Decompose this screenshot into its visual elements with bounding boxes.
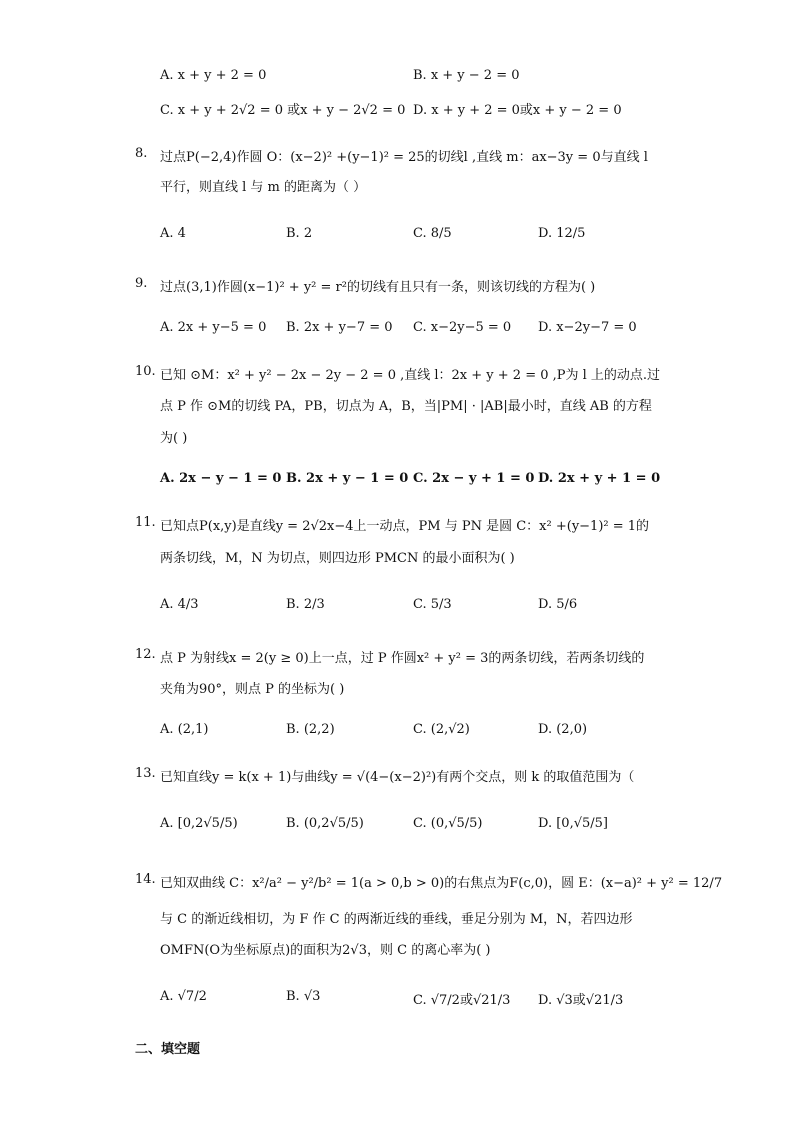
option-a: A. √7/2 bbox=[160, 989, 207, 1004]
option-d: D. 12/5 bbox=[538, 226, 586, 241]
option-a: A. [0,2√5/5) bbox=[160, 816, 238, 831]
option-a: A. (2,1) bbox=[160, 722, 209, 737]
question-text: OMFN(O为坐标原点)的面积为2√3，则 C 的离心率为( ) bbox=[160, 943, 491, 958]
option-d: D. x−2y−7 = 0 bbox=[538, 320, 637, 335]
option-c: C. (2,√2) bbox=[413, 722, 470, 737]
option-b: B. (0,2√5/5) bbox=[286, 816, 364, 831]
option-a: A. 4 bbox=[160, 226, 186, 241]
option-c: C. 2x − y + 1 = 0 bbox=[413, 471, 535, 486]
option-d: D. (2,0) bbox=[538, 722, 588, 737]
question-number: 12. bbox=[135, 647, 156, 662]
question-text: 已知直线y = k(x + 1)与曲线y = √(4−(x−2)²)有两个交点，则 k 的取值范围为（ bbox=[160, 770, 635, 785]
question-text: 平行，则直线 l 与 m 的距离为（ ） bbox=[160, 180, 367, 195]
question-text: 为( ) bbox=[160, 431, 188, 446]
option-c: C. x−2y−5 = 0 bbox=[413, 320, 512, 335]
question-text: 点 P 为射线x = 2(y ≥ 0)上一点，过 P 作圆x² + y² = 3的两条切线，若两条切线的 bbox=[160, 651, 645, 666]
question-text: 与 C 的渐近线相切，为 F 作 C 的两渐近线的垂线，垂足分别为 M，N，若四边形 bbox=[160, 912, 633, 927]
option-a: A. 2x + y−5 = 0 bbox=[160, 320, 267, 335]
option-b: B. 2x + y−7 = 0 bbox=[286, 320, 393, 335]
option-a: A. 4/3 bbox=[160, 597, 199, 612]
q7-option-b: B. x + y − 2 = 0 bbox=[413, 68, 520, 83]
option-c: C. (0,√5/5) bbox=[413, 816, 483, 831]
question-text: 点 P 作 ⊙M的切线 PA，PB，切点为 A，B，当|PM| · |AB|最小时，直线 AB 的方程 bbox=[160, 399, 652, 414]
option-b: B. 2x + y − 1 = 0 bbox=[286, 471, 409, 486]
option-b: B. (2,2) bbox=[286, 722, 335, 737]
option-b: B. 2 bbox=[286, 226, 313, 241]
question-text: 过点(3,1)作圆(x−1)² + y² = r²的切线有且只有一条，则该切线的方程为( ) bbox=[160, 280, 596, 295]
q7-option-c: C. x + y + 2√2 = 0 或x + y − 2√2 = 0 bbox=[160, 103, 406, 118]
question-text: 夹角为90°，则点 P 的坐标为( ) bbox=[160, 682, 345, 697]
question-number: 9. bbox=[135, 276, 148, 291]
question-number: 8. bbox=[135, 146, 148, 161]
option-c: C. 5/3 bbox=[413, 597, 452, 612]
question-number: 10. bbox=[135, 364, 156, 379]
question-text: 已知点P(x,y)是直线y = 2√2x−4上一动点，PM 与 PN 是圆 C：x² +(y−1)² = 1的 bbox=[160, 519, 650, 534]
option-d: D. √3或√21/3 bbox=[538, 993, 624, 1008]
section-title: 二、填空题 bbox=[135, 1042, 201, 1057]
question-text: 已知 ⊙M：x² + y² − 2x − 2y − 2 = 0 ,直线 l：2x + y + 2 = 0 ,P为 l 上的动点.过 bbox=[160, 368, 661, 383]
option-a: A. 2x − y − 1 = 0 bbox=[160, 471, 282, 486]
option-d: D. 5/6 bbox=[538, 597, 578, 612]
question-number: 11. bbox=[135, 515, 156, 530]
option-b: B. √3 bbox=[286, 989, 321, 1004]
option-b: B. 2/3 bbox=[286, 597, 325, 612]
option-c: C. √7/2或√21/3 bbox=[413, 993, 511, 1008]
question-number: 14. bbox=[135, 872, 156, 887]
option-c: C. 8/5 bbox=[413, 226, 452, 241]
question-text: 过点P(−2,4)作圆 O：(x−2)² +(y−1)² = 25的切线l ,直线 m：ax−3y = 0与直线 l bbox=[160, 150, 648, 165]
q7-option-a: A. x + y + 2 = 0 bbox=[160, 68, 267, 83]
question-number: 13. bbox=[135, 766, 156, 781]
option-d: D. 2x + y + 1 = 0 bbox=[538, 471, 661, 486]
q7-option-d: D. x + y + 2 = 0或x + y − 2 = 0 bbox=[413, 103, 622, 118]
option-d: D. [0,√5/5] bbox=[538, 816, 608, 831]
question-text: 两条切线，M，N 为切点，则四边形 PMCN 的最小面积为( ) bbox=[160, 551, 515, 566]
question-text: 已知双曲线 C：x²/a² − y²/b² = 1(a > 0,b > 0)的右焦点为F(c,0)，圆 E：(x−a)² + y² = 12/7 bbox=[160, 876, 723, 891]
